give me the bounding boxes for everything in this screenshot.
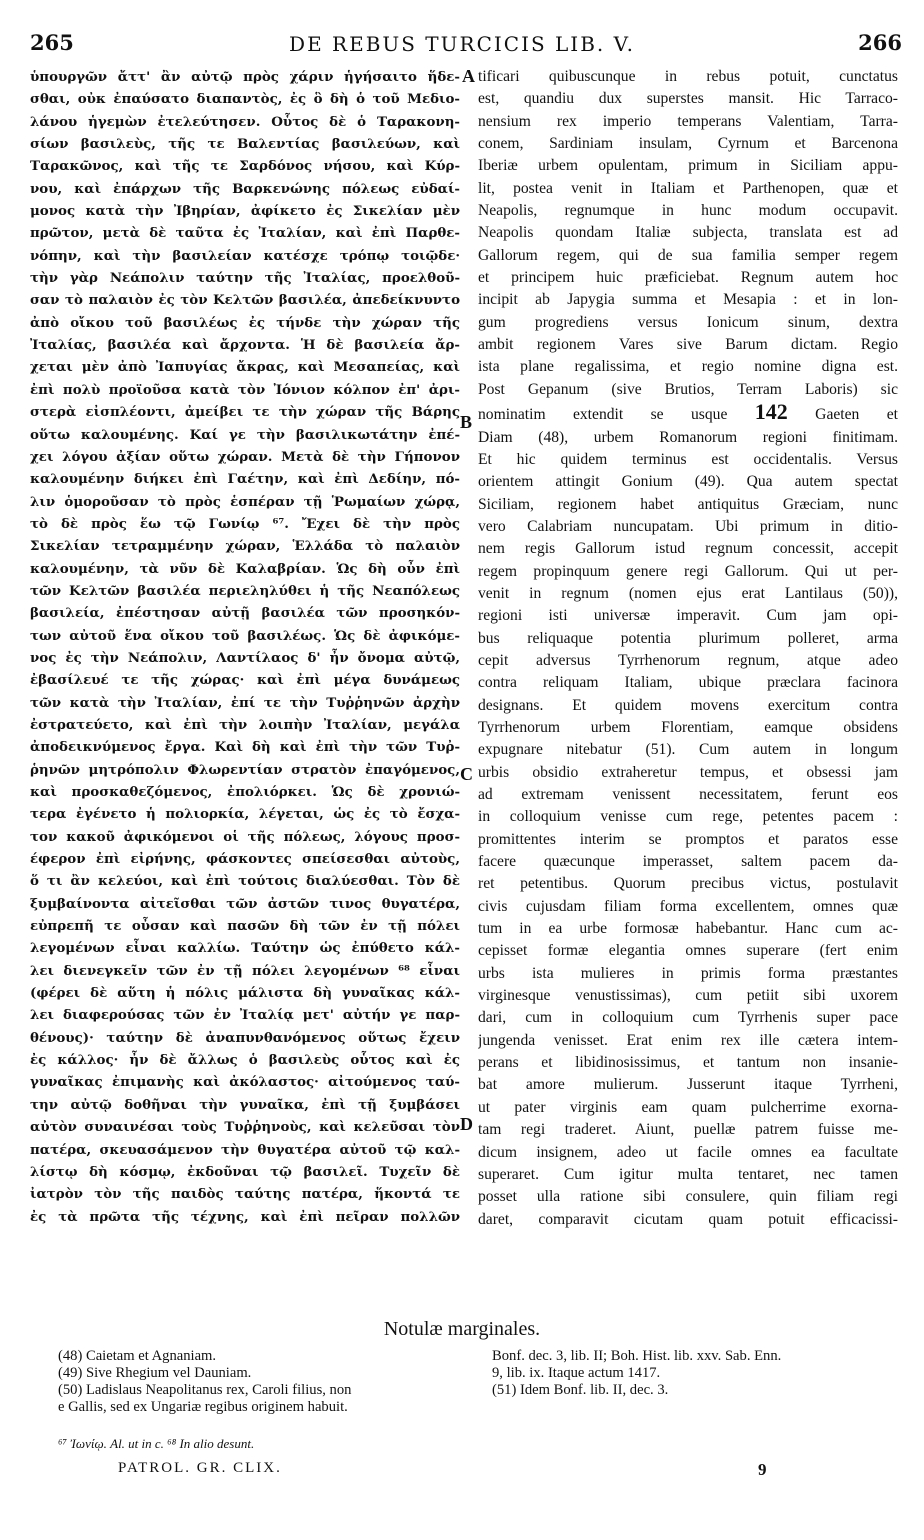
latin-line: ista plane regalissima, et regio nomine digna est.: [478, 358, 898, 376]
latin-line: tam regi traderet. Aiunt, puellæ patrem fuisse me-: [478, 1121, 898, 1139]
latin-line: vero Calabriam nuncupatam. Ubi primum in ditio-: [478, 517, 898, 535]
column-number: 142: [754, 401, 788, 425]
greek-line: λεγομένων εἶναι καλλίω. Ταύτην ὡς ἐπύθετο κάλ-: [30, 940, 460, 957]
section-marker-d: D: [460, 1114, 473, 1134]
marginal-note-line: e Gallis, sed ex Ungariæ regibus originem habuit.: [58, 1399, 348, 1415]
page-number-right: 266: [858, 30, 902, 55]
greek-line: εὐπρεπῆ τε οὖσαν καὶ πασῶν δὴ τῶν ἐν τῇ πόλει: [30, 918, 460, 935]
greek-line: νος ἐς τὴν Νεάπολιν, Λαντίλαος δ' ἦν ὄνομα αὐτῷ,: [30, 649, 460, 666]
latin-line: venit in regnum (nomen ejus erat Lantilaus (50)),: [478, 584, 898, 602]
marginal-note-line: (48) Caietam et Agnaniam.: [58, 1348, 217, 1364]
greek-line: θένους)· ταύτην δὲ ἀναπυνθανόμενος οὕτως ἔχειν: [30, 1029, 460, 1046]
latin-line: Post Gepanum (sive Brutios, Terram Laboris) sic: [478, 380, 898, 398]
latin-line: civis cujusdam filiam forma excellentem, omnes quæ: [478, 897, 898, 915]
latin-line: virginesque venustissimas), cum petiit sibi uxorem: [478, 987, 898, 1005]
page-number-left: 265: [30, 30, 74, 55]
greek-line: την αὐτῷ δοθῆναι τὴν γυναῖκα, ἐπὶ τῇ ξυμβάσει: [30, 1096, 460, 1113]
latin-line: Et hic quidem terminus est occidentalis. Versus: [478, 450, 898, 468]
latin-line: urbis obsidio extraheretur tempus, et obsessi jam: [478, 763, 898, 781]
latin-line: Tyrrhenorum urbem Florentiam, eamque obsidens: [478, 718, 898, 736]
greek-line: ῥηνῶν μητρόπολιν Φλωρεντίαν στρατὸν ἐπαγόμενος,: [30, 761, 460, 778]
latin-line: contra reliquam Italiam, ubique præclara facinora: [478, 674, 898, 692]
latin-line: est, quandiu dux superstes mansit. Hic Tarraco-: [478, 90, 898, 108]
greek-line: καὶ προσκαθεζόμενος, ἐπολιόρκει. Ὡς δὲ χρονιώ-: [30, 784, 460, 800]
marginal-note-line: (50) Ladislaus Neapolitanus rex, Caroli filius, non: [58, 1382, 352, 1398]
latin-line-text: Gaeten et: [787, 406, 898, 424]
greek-line: ὑπουργῶν ἄττ' ἂν αὐτῷ πρὸς χάριν ἡγήσαιτο ἥδε-: [30, 69, 460, 85]
latin-line: tum in ea urbe formosæ habebantur. Hanc cum ac-: [478, 920, 898, 938]
greek-line: τερα ἐγένετο ἡ πολιορκία, λέγεται, ὡς ἐς τὸ ἔσχα-: [30, 806, 460, 823]
greek-line: νου, καὶ ἐπάρχων τῆς Βαρκενώνης πόλεως εὐδαί-: [30, 180, 460, 197]
greek-line: τὴν γὰρ Νεάπολιν ταύτην τῆς Ἰταλίας, προελθοῦ-: [30, 270, 460, 287]
latin-line: designans. Et quidem movens exercitum contra: [478, 696, 898, 714]
latin-line: dicum insignem, adeo ut facile omnes ea facultate: [478, 1143, 898, 1161]
latin-line: Neapolis quondam Italiæ subjecta, translata est ad: [478, 224, 898, 242]
latin-line: Siciliam, regionem habet antiquitus Græciam, nunc: [478, 495, 898, 513]
greek-line: πατέρα, σκευασάμενον τὴν θυγατέρα αὐτοῦ τῷ καλ-: [30, 1141, 460, 1158]
latin-line: dari, cum in colloquium cum Tyrrhenis super pace: [478, 1009, 898, 1027]
latin-line: cepisset formæ elegantia omnes superare (fert enim: [478, 942, 898, 960]
latin-line: et principem huic præficiebat. Regnum autem hoc: [478, 269, 898, 287]
latin-line: regioni isti universæ imperavit. Cum jam opi-: [478, 607, 898, 625]
greek-line: ἐβασίλευέ τε τῆς χώρας· καὶ ἐπὶ μέγα δυνάμεως: [30, 672, 460, 689]
greek-line: των αὐτοῦ ἕνα οἴκου τοῦ βασιλέως. Ὡς δὲ ἀφικόμε-: [30, 627, 460, 644]
greek-line: ὅ τι ἂν κελεύοι, καὶ ἐπὶ τούτοις διαλύεσθαι. Τὸν δὲ: [30, 873, 460, 890]
latin-line: gum progrediens versus Ionicum sinum, dextra: [478, 313, 898, 331]
latin-line: bus reliquaque potentia plurimum polleret, arma: [478, 629, 898, 647]
greek-line: ἐς τὰ πρῶτα τῆς τέχνης, καὶ ἐπὶ πεῖραν πολλῶν: [30, 1208, 460, 1225]
greek-line: βασιλεία, ἐπέστησαν αὐτῇ βασιλέα τῶν προσηκόν-: [30, 605, 460, 622]
latin-line: [478, 401, 898, 426]
latin-line: tificari quibuscunque in rebus potuit, cunctatus: [478, 68, 898, 85]
greek-line: σίων βασιλεὺς, τῆς τε Βαλεντίας βασιλεύων, καὶ: [30, 136, 460, 153]
greek-line: ἀπὸ οἴκου τοῦ βασιλέως ἐς τήνδε τὴν χώραν τῆς: [30, 314, 460, 331]
greek-line: νόπην, καὶ τὴν βασιλείαν κατέσχε τρόπῳ τοιῷδε·: [30, 247, 460, 264]
latin-line: lit, postea venit in Italiam et Parthenopen, quæ et: [478, 179, 898, 197]
latin-line: jungenda venisset. Erat enim rex ille cætera intem-: [478, 1031, 898, 1049]
latin-line: Neapolis, regnumque in hunc modum occupavit.: [478, 202, 898, 220]
latin-line: ret petentibus. Quorum precibus victus, postulavit: [478, 875, 898, 893]
greek-line: σθαι, οὐκ ἐπαύσατο διαπαντὸς, ἐς ὃ δὴ ὁ τοῦ Μεδιο-: [30, 91, 460, 108]
greek-line: Ἰταλίας, βασιλέα καὶ ἄρχοντα. Ἡ δὲ βασιλεία ἄρ-: [30, 337, 460, 354]
section-marker-c: C: [460, 764, 473, 784]
latin-line: expugnare nitebatur (51). Cum autem in longum: [478, 741, 898, 759]
latin-line: promittentes interim se promptos et paratos esse: [478, 830, 898, 848]
marginal-note-line: (51) Idem Bonf. lib. II, dec. 3.: [492, 1382, 669, 1398]
greek-line: χει λόγου ἀξίαν οὕτω χώραν. Μετὰ δὲ τὴν Γήπονον: [30, 448, 460, 465]
greek-line: γυναῖκας ἐπιμανὴς καὶ ἀκόλαστος· αἰτούμενος ταύ-: [30, 1074, 460, 1091]
greek-line: ἀποδεικνύμενος ἔργα. Καὶ δὴ καὶ ἐπὶ τὴν τῶν Τυῤ-: [30, 739, 460, 756]
latin-line: incipit ab Japygia summa et Mesapia : et in lon-: [478, 291, 898, 309]
greek-line: τον κακοῦ ἀφικόμενοι οἱ τῆς πόλεως, λόγους προσ-: [30, 828, 460, 845]
greek-line: ἐστρατεύετο, καὶ ἐπὶ τὴν λοιπὴν Ἰταλίαν, μεγάλα: [30, 716, 460, 733]
latin-line: superaret. Cum igitur multa tentaret, nec tamen: [478, 1165, 898, 1183]
latin-line: perans et libidinosissimus, et tantum non insanie-: [478, 1054, 898, 1072]
latin-line: Iberiæ urbem opulentam, primum in Siciliam appu-: [478, 157, 898, 175]
greek-line: Ταρακῶνος, καὶ τῆς τε Σαρδόνος νήσου, καὶ Κύρ-: [30, 158, 460, 175]
footer-series-label: PATROL. GR. CLIX.: [118, 1460, 282, 1476]
latin-line: nensium rex imperio temperans Valentiam, Tarra-: [478, 112, 898, 130]
greek-line: στερὰ εἰσπλέοντι, ἀμείβει τε τὴν χώραν τῆς Βάρης: [30, 404, 460, 421]
latin-line: ambit regionem Vares sive Barum dictam. Regio: [478, 336, 898, 354]
latin-line: nem regis Gallorum istud regnum concessit, accepit: [478, 540, 898, 558]
greek-line: τῶν Κελτῶν βασιλέα περιεληλύθει ἡ τῆς Νεαπόλεως: [30, 582, 460, 599]
greek-line: έφερον ἐπὶ εἰρήνης, φάσκοντες σπείσεσθαι αὐτοὺς,: [30, 851, 460, 868]
latin-line: conem, Sardiniam insulam, Cyrnum et Barcenona: [478, 135, 898, 153]
latin-line: urbs ista mulieres in primis forma præstantes: [478, 964, 898, 982]
greek-line: σαν τὸ παλαιὸν ἐς τὸν Κελτῶν βασιλέα, ἀπεδείκνυντο: [30, 292, 460, 309]
greek-footnotes: ⁶⁷ Ἰωνίῳ. Al. ut in c. ⁶⁸ In alio desunt.: [58, 1436, 255, 1451]
greek-line: καλουμένην, τὰ νῦν δὲ Καλαβρίαν. Ὡς δὴ οὖν ἐπὶ: [30, 560, 460, 577]
greek-line: χεται μὲν ἀπὸ Ἰαπυγίας ἄκρας, καὶ Μεσαπείας, καὶ: [30, 359, 460, 376]
latin-line: posset ulla ratione sibi consulere, quin filiam regi: [478, 1188, 898, 1206]
greek-line: ἐς κάλλος· ἦν δὲ ἄλλως ὁ βασιλεὺς οὗτος καὶ ἐς: [30, 1052, 460, 1069]
greek-line: αὐτὸν συναινέσαι τοὺς Τυῤῥηνοὺς, καὶ κελεῦσαι τὸν: [30, 1119, 460, 1136]
latin-line: Diam (48), urbem Romanorum regioni finitimam.: [478, 428, 898, 446]
greek-line: ξυμβαίνοντα αἰτεῖσθαι τῶν ἀστῶν τινος θυγατέρα,: [30, 895, 460, 912]
footer-signature-number: 9: [758, 1460, 767, 1479]
greek-line: μονος κατὰ τὴν Ἰβηρίαν, ἀφίκετο ἐς Σικελίαν μὲν: [30, 203, 460, 220]
greek-line: τὸ δὲ πρὸς ἕω τῷ Γωνίῳ ⁶⁷. Ἔχει δὲ τὴν πρὸς: [30, 515, 460, 532]
greek-line: λάνου ἡγεμὼν ἐτελεύτησεν. Οὗτος δὲ ὁ Ταρακονη-: [30, 113, 460, 130]
marginal-note-line: Bonf. dec. 3, lib. II; Boh. Hist. lib. xxv. Sab. Enn.: [492, 1348, 782, 1364]
latin-line: bat amore mulierum. Jusserunt itaque Tyrrheni,: [478, 1076, 898, 1094]
greek-line: πρῶτον, μετὰ δὲ ταῦτα ἐς Ἰταλίαν, καὶ ἐπὶ Παρθε-: [30, 225, 460, 242]
latin-line: ut pater virginis eam quam pulcherrime exorna-: [478, 1098, 898, 1116]
greek-line: λει διαφερούσας τῶν ἐν Ἰταλίᾳ μετ' αὐτήν γε παρ-: [30, 1007, 460, 1024]
notes-right-column: [492, 1348, 892, 1399]
greek-line: τῶν κατὰ τὴν Ἰταλίαν, ἐπί τε τὴν Τυῤῥηνῶν ἀρχὴν: [30, 694, 460, 711]
greek-line: ἐπὶ πολὺ προϊοῦσα κατὰ τὸν Ἰόνιον κόλπον ἐπ' ἀρι-: [30, 381, 460, 398]
running-title: DE REBUS TURCICIS LIB. V.: [289, 32, 635, 56]
section-marker-a: A: [462, 66, 475, 86]
latin-line: cepit adversus Tyrrhenorum regnum, atque adeo: [478, 651, 898, 669]
greek-line: ἰατρὸν τὸν τῆς παιδὸς ταύτης πατέρα, ἥκοντά τε: [30, 1186, 460, 1203]
latin-line: Gallorum regem, qui de sua familia semper regem: [478, 246, 898, 264]
latin-line: orientem attingit Gonium (49). Qua autem spectat: [478, 473, 898, 491]
latin-line: in colloquium venisse cum rege, petentes pacem :: [478, 808, 898, 826]
greek-line: (φέρει δὲ αὕτη ἡ πόλις μάλιστα δὴ γυναῖκας κάλ-: [30, 985, 460, 1002]
notulae-title: Notulæ marginales.: [383, 1318, 541, 1340]
latin-text-column: [478, 66, 898, 1231]
marginal-note-line: 9, lib. ix. Itaque actum 1417.: [492, 1365, 661, 1381]
marginal-note-line: (49) Sive Rhegium vel Dauniam.: [58, 1365, 252, 1381]
greek-line: λιν ὁμοροῦσαν τὸ πρὸς ἑσπέραν τῇ Ῥωμαίων χώρᾳ,: [30, 493, 460, 510]
greek-line: λει διενεγκεῖν τῶν ἐν τῇ πόλει λεγομένων ⁶⁸ εἶναι: [30, 962, 460, 979]
latin-line: regem propinquum genere regi Gallorum. Qui ut per-: [478, 562, 898, 580]
greek-line: λίστῳ δὴ κόσμῳ, ἐκδοῦναι τῷ βασιλεῖ. Τυχεῖν δὲ: [30, 1163, 460, 1180]
greek-text-column: [30, 66, 460, 1228]
latin-line: ad extremam venissent necessitatem, ferunt eos: [478, 786, 898, 803]
greek-line: καλουμένην διήκει ἐπὶ Γαέτην, καὶ ἐπὶ Δεδίην, πό-: [30, 471, 460, 488]
latin-line: facere quæcunque imperasset, saltem pacem da-: [478, 853, 898, 871]
latin-line-text: nominatim extendit se usque: [478, 406, 755, 424]
section-marker-b: B: [460, 412, 473, 432]
notes-left-column: [58, 1348, 458, 1416]
greek-line: Σικελίαν τετραμμένην χώραν, Ἑλλάδα τὸ παλαιὸν: [30, 538, 460, 555]
greek-line: οὕτω καλουμένης. Καί γε τὴν βασιλικωτάτην ἐπέ-: [30, 426, 460, 443]
page-header: [0, 30, 924, 60]
latin-line: daret, comparavit cicutam quam potuit efficacissi-: [478, 1210, 898, 1228]
